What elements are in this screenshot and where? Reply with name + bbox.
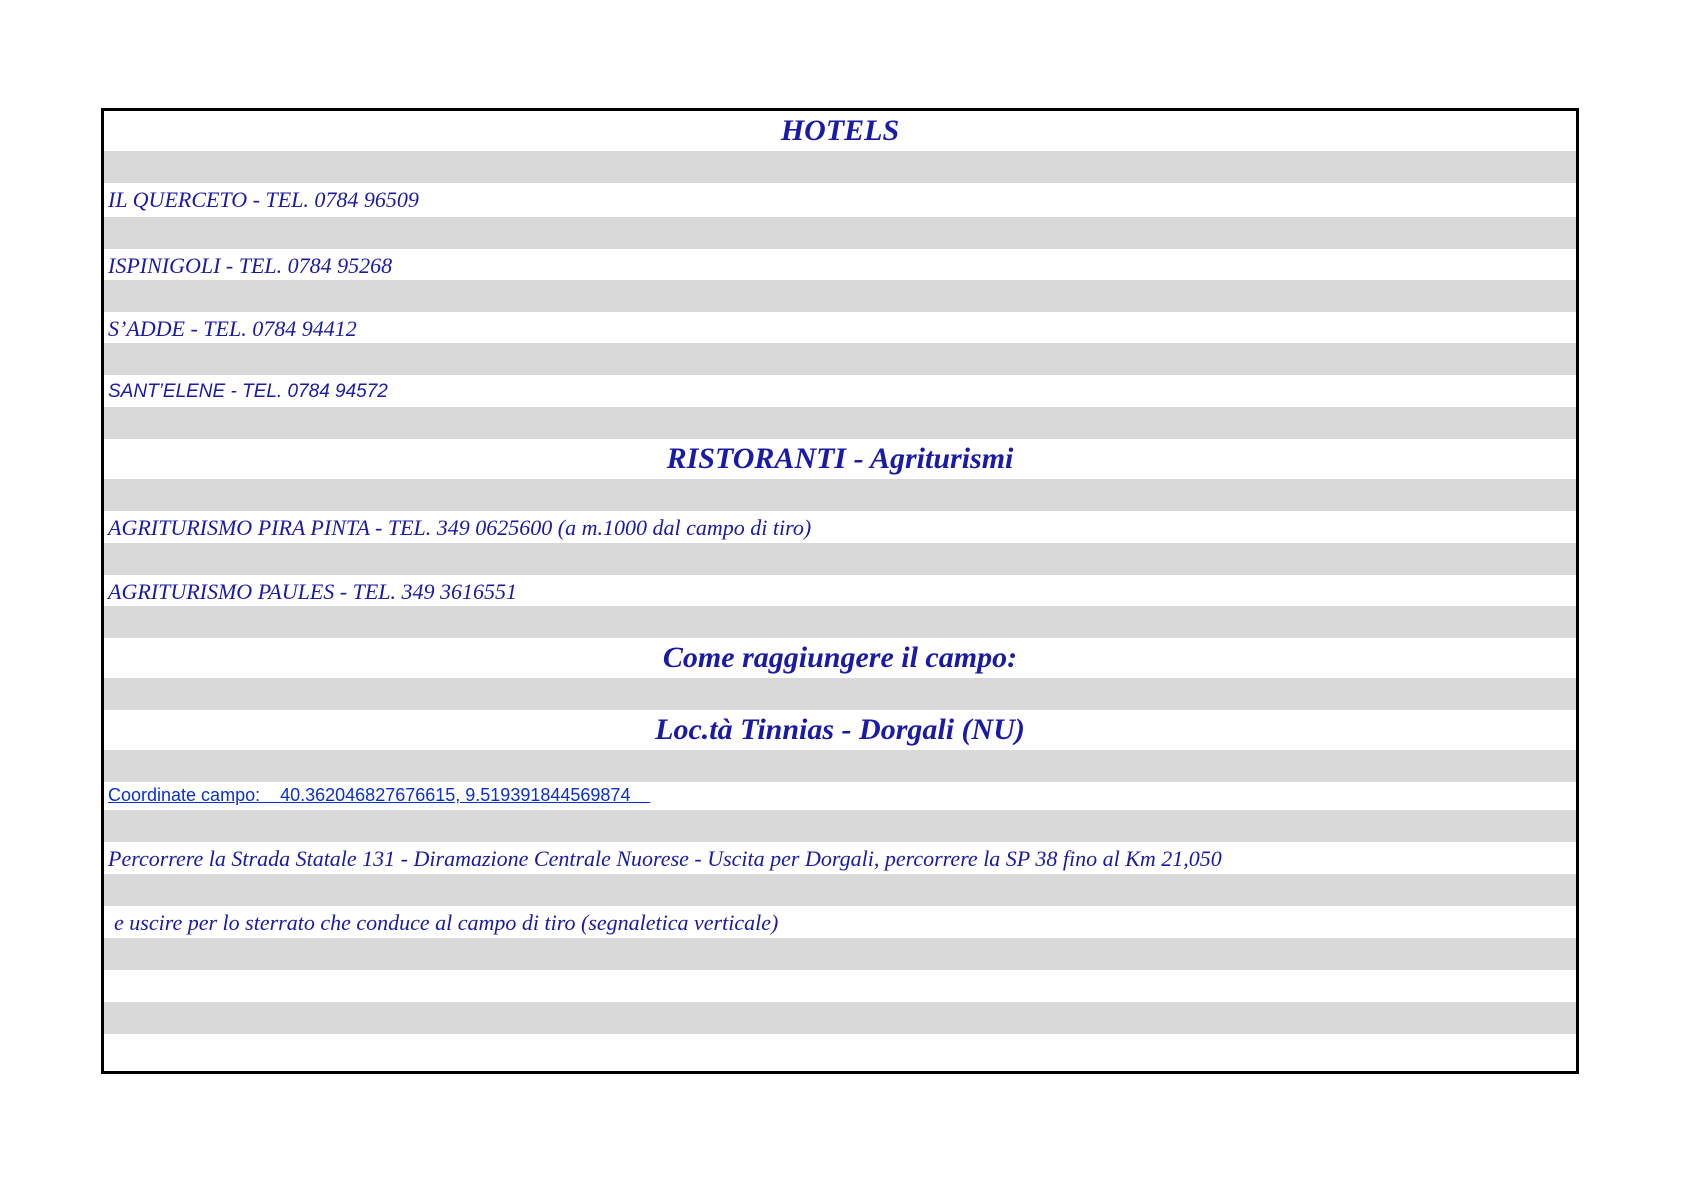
stripe-row	[104, 217, 1576, 249]
directions-row	[104, 906, 1576, 938]
directions-line-2: e uscire per lo sterrato che conduce al campo di tiro (segnaletica verticale)	[114, 910, 779, 935]
restaurants-header-row	[104, 439, 1576, 479]
stripe-row	[104, 678, 1576, 710]
restaurant-row	[104, 575, 1576, 606]
stripe-row	[104, 280, 1576, 312]
hotel-row	[104, 183, 1576, 217]
restaurant-row	[104, 511, 1576, 543]
hotel-row	[104, 375, 1576, 407]
hotel-entry: IL QUERCETO - TEL. 0784 96509	[108, 187, 419, 212]
stripe-row	[104, 938, 1576, 970]
stripe-row	[104, 874, 1576, 906]
stripe-row	[104, 750, 1576, 782]
directions-title: Come raggiungere il campo:	[662, 641, 1018, 674]
location-title: Loc.tà Tinnias - Dorgali (NU)	[655, 713, 1025, 746]
empty-row	[104, 970, 1576, 1002]
location-row	[104, 710, 1576, 750]
restaurant-entry: AGRITURISMO PAULES - TEL. 349 3616551	[108, 579, 518, 604]
restaurants-title: RISTORANTI - Agriturismi	[666, 442, 1014, 475]
stripe-row	[104, 151, 1576, 183]
coordinates-link[interactable]: Coordinate campo: 40.362046827676615, 9.519391844569874	[108, 785, 651, 805]
directions-header-row	[104, 638, 1576, 678]
hotel-entry: ISPINIGOLI - TEL. 0784 95268	[108, 253, 393, 278]
stripe-row	[104, 810, 1576, 842]
info-sheet	[101, 108, 1579, 1074]
hotels-header-row	[104, 111, 1576, 151]
stripe-row	[104, 479, 1576, 511]
coordinates-row	[104, 782, 1576, 810]
empty-row	[104, 1034, 1576, 1066]
directions-row	[104, 842, 1576, 874]
stripe-row	[104, 606, 1576, 638]
stripe-row	[104, 1002, 1576, 1034]
hotel-entry: SANT’ELENE - TEL. 0784 94572	[108, 381, 388, 402]
directions-line-1: Percorrere la Strada Statale 131 - Diramazione Centrale Nuorese - Uscita per Dorgali, percorrere la SP 38 fino al Km 21,050	[108, 846, 1222, 871]
hotel-row	[104, 249, 1576, 280]
stripe-row	[104, 543, 1576, 575]
stripe-row	[104, 343, 1576, 375]
hotel-row	[104, 312, 1576, 343]
restaurant-entry: AGRITURISMO PIRA PINTA - TEL. 349 0625600 (a m.1000 dal campo di tiro)	[108, 515, 812, 540]
hotel-entry: S’ADDE - TEL. 0784 94412	[108, 316, 357, 341]
stripe-row	[104, 407, 1576, 439]
hotels-title: HOTELS	[780, 114, 900, 147]
